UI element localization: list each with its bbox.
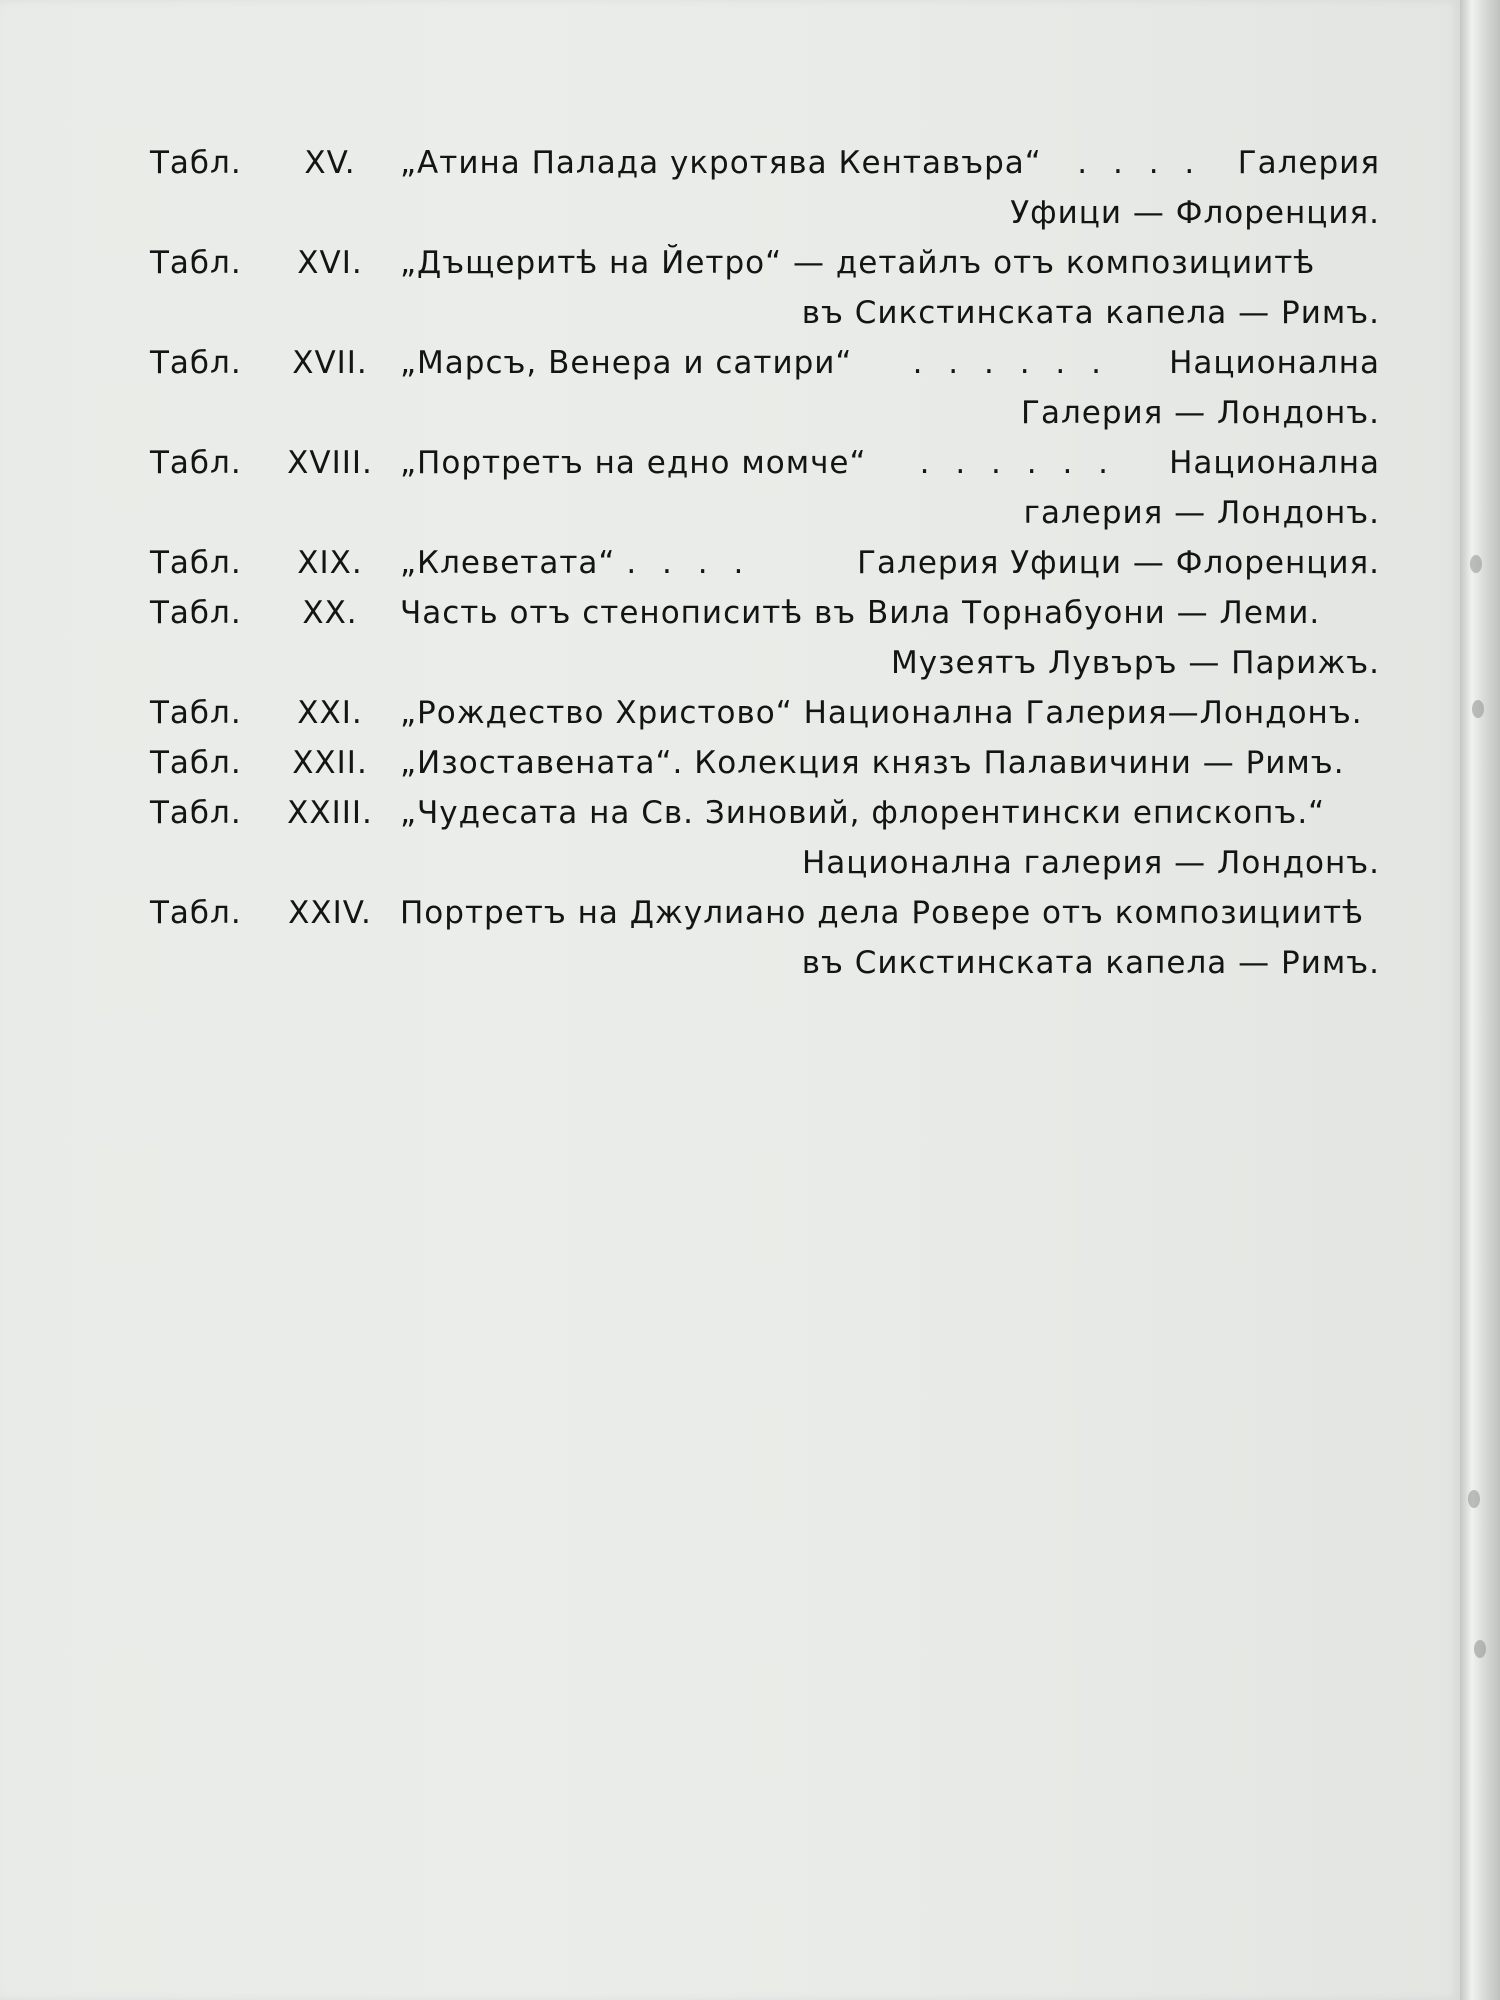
leader-dots: . . . . xyxy=(1077,145,1203,181)
page-edge xyxy=(1460,0,1500,2000)
plate-label: Табл. xyxy=(150,145,242,181)
plate-location: Национална xyxy=(1169,445,1380,481)
plate-location: Галерия Уфици — Флоренция. xyxy=(857,545,1380,581)
plate-title-line xyxy=(400,138,1380,188)
plate-label: Табл. xyxy=(150,445,242,481)
plate-entry xyxy=(150,788,1380,888)
plate-title-line xyxy=(400,538,1380,588)
plate-location: Национална xyxy=(1169,345,1380,381)
plate-label: Табл. xyxy=(150,895,242,931)
plate-location-continued: Галерия — Лондонъ. xyxy=(1021,395,1380,431)
plate-title: Портретъ на Джулиано дела Ровере отъ композициитѣ xyxy=(400,895,1365,931)
plate-label: Табл. xyxy=(150,245,242,281)
plate-label: Табл. xyxy=(150,595,242,631)
plate-title-line xyxy=(400,338,1380,388)
leader-dots: . . . . xyxy=(626,545,752,581)
plate-entry xyxy=(150,338,1380,438)
plate-location-continued: Уфици — Флоренция. xyxy=(1010,195,1380,231)
plate-title: Часть отъ стенописитѣ въ Вила Торнабуони — Леми. xyxy=(400,595,1321,631)
plate-location-continued: въ Сикстинската капела — Римъ. xyxy=(801,295,1380,331)
plate-entry xyxy=(150,588,1380,688)
plate-entry xyxy=(150,438,1380,538)
plate-title: „Изоставената“. Колекция князъ Палавичини — Римъ. xyxy=(400,745,1345,781)
plate-title: „Рождество Христово“ Национална Галерия—Лондонъ. xyxy=(400,695,1363,731)
plate-title: „Клеветата“ xyxy=(400,545,616,581)
plate-list xyxy=(150,138,1380,981)
plate-title: „Дъщеритѣ на Йетро“ — детайлъ отъ композициитѣ xyxy=(400,245,1316,281)
plate-number: XVIII. xyxy=(287,445,373,481)
plate-title: „Марсъ, Венера и сатири“ xyxy=(400,345,853,381)
plate-number: XVII. xyxy=(292,345,368,381)
plate-location-continued: Музеятъ Лувъръ — Парижъ. xyxy=(890,645,1380,681)
plate-label: Табл. xyxy=(150,745,242,781)
plate-label: Табл. xyxy=(150,795,242,831)
plate-number: XX. xyxy=(302,595,358,631)
plate-location-continued: въ Сикстинската капела — Римъ. xyxy=(801,945,1380,981)
leader-dots: . . . . . . xyxy=(912,345,1109,381)
plate-entry xyxy=(150,738,1380,788)
plate-entry xyxy=(150,888,1380,988)
plate-entry xyxy=(150,238,1380,338)
plate-location: Галерия xyxy=(1237,145,1380,181)
leader-dots: . . . . . . xyxy=(919,445,1117,481)
plate-number: XXIV. xyxy=(288,895,372,931)
plate-title: „Чудесата на Св. Зиновий, флорентински епископъ.“ xyxy=(400,795,1326,831)
plate-entry xyxy=(150,538,1380,588)
plate-title: „Атина Палада укротява Кентавъра“ xyxy=(400,145,1042,181)
plate-number: XVI. xyxy=(297,245,363,281)
plate-number: XXI. xyxy=(297,695,363,731)
plate-label: Табл. xyxy=(150,345,242,381)
plate-entry xyxy=(150,138,1380,238)
plate-number: XXIII. xyxy=(287,795,373,831)
plate-title-line xyxy=(400,438,1380,488)
plate-entry xyxy=(150,688,1380,738)
plate-label: Табл. xyxy=(150,695,242,731)
plate-number: XIX. xyxy=(297,545,363,581)
plate-title: „Портретъ на едно момче“ xyxy=(400,445,867,481)
plate-number: XV. xyxy=(304,145,356,181)
plate-label: Табл. xyxy=(150,545,242,581)
plate-number: XXII. xyxy=(292,745,368,781)
plate-location-continued: Национална галерия — Лондонъ. xyxy=(801,845,1380,881)
plate-location-continued: галерия — Лондонъ. xyxy=(1023,495,1380,531)
